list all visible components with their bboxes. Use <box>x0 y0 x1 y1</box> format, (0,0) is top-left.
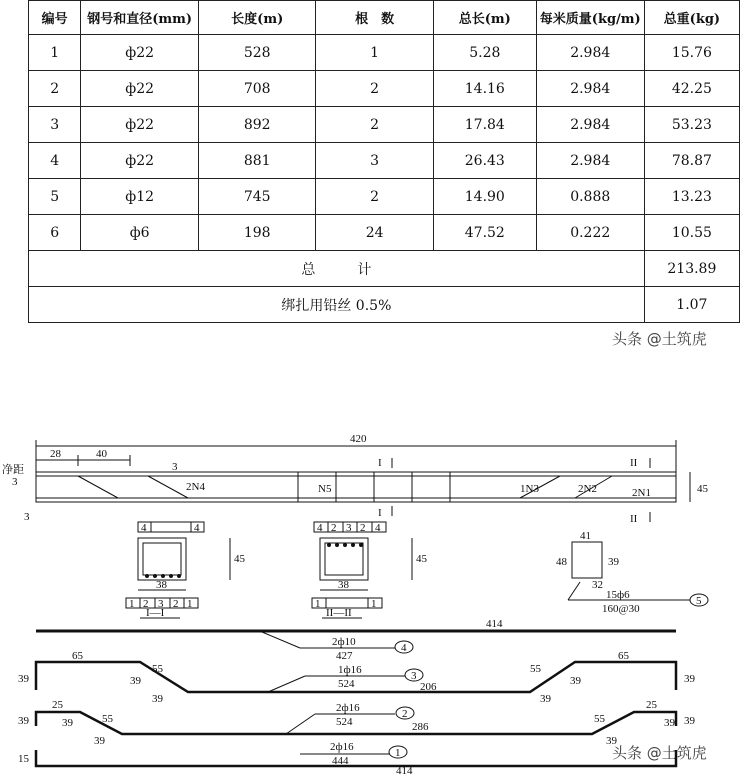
sec2-top-label: 2 <box>331 522 337 534</box>
table-cell: 15.76 <box>644 35 739 71</box>
table-cell: 881 <box>198 143 315 179</box>
header-cell: 每米质量(kg/m) <box>536 1 644 35</box>
bar2-spec: 2ф16 <box>336 702 360 714</box>
dim-45: 45 <box>697 483 708 495</box>
table-cell: 1 <box>29 35 81 71</box>
header-cell: 编号 <box>29 1 81 35</box>
sec1-bottom-label: 2 <box>143 598 149 610</box>
table-cell: ф22 <box>81 107 199 143</box>
bar3-dim-65: 65 <box>72 650 83 662</box>
section-mark-2: II <box>630 457 638 469</box>
table-cell: 10.55 <box>644 215 739 251</box>
bar2-mid: 286 <box>412 721 429 733</box>
sec2-width: 38 <box>338 579 349 591</box>
dim-3: 3 <box>24 511 30 523</box>
bar2-dim-39: 39 <box>62 717 73 729</box>
sec2-top-label: 2 <box>360 522 366 534</box>
table-cell: 3 <box>316 143 433 179</box>
bar-label-n1: 2N1 <box>632 487 651 499</box>
bar3-dim-39: 39 <box>18 673 29 685</box>
bar2-dim-39: 39 <box>664 717 675 729</box>
sec1-name: I—I <box>146 607 165 619</box>
bar1-no: 1 <box>395 747 401 759</box>
bar3-dim-39: 39 <box>570 675 581 687</box>
sec2-top-label: 4 <box>375 522 381 534</box>
bar3-dim-39: 39 <box>130 675 141 687</box>
table-cell: 5.28 <box>433 35 536 71</box>
table-cell: 3 <box>29 107 81 143</box>
header-cell: 钢号和直径(mm) <box>81 1 199 35</box>
sec2-bottom-label: 1 <box>371 598 377 610</box>
sec2-height: 45 <box>416 553 427 565</box>
bar4-no: 4 <box>401 642 407 654</box>
sec1-bottom-label: 3 <box>158 598 164 610</box>
stirrup-width: 41 <box>580 530 591 542</box>
bar-label-n3: 1N3 <box>520 483 539 495</box>
table-cell: ф22 <box>81 143 199 179</box>
table-cell: 708 <box>198 71 315 107</box>
bar4-spec: 2ф10 <box>332 636 356 648</box>
bar2-dim-25: 25 <box>52 699 63 711</box>
table-cell: 42.25 <box>644 71 739 107</box>
table-cell: 53.23 <box>644 107 739 143</box>
bar1-dim-15: 15 <box>18 753 29 765</box>
watermark: 头条 @土筑虎 <box>612 744 707 762</box>
bar3-mid: 206 <box>420 681 437 693</box>
table-cell: 2.984 <box>536 71 644 107</box>
bar2-bottom-39: 39 <box>94 735 105 747</box>
bar3-bottom-39: 39 <box>540 693 551 705</box>
section-mark-2: II <box>630 513 638 525</box>
sec2-name: II—II <box>326 607 352 619</box>
table-cell: ф22 <box>81 35 199 71</box>
table-cell: 528 <box>198 35 315 71</box>
bar2-bottom-39: 39 <box>606 735 617 747</box>
table-cell: 17.84 <box>433 107 536 143</box>
bar2-total: 524 <box>336 716 353 728</box>
bar-label-n4: 2N4 <box>186 481 205 493</box>
bar2-dim-39: 39 <box>18 715 29 727</box>
table-cell: 2 <box>316 107 433 143</box>
bar3-dim-39: 39 <box>684 673 695 685</box>
sec2-bottom-label: 1 <box>315 598 321 610</box>
bar4-length: 414 <box>486 618 503 630</box>
bar-label-n2: 2N2 <box>578 483 597 495</box>
stirrup-no: 5 <box>696 595 702 607</box>
bar3-dim-55: 55 <box>530 663 541 675</box>
table-cell: 0.888 <box>536 179 644 215</box>
table-cell: 13.23 <box>644 179 739 215</box>
sec1-width: 38 <box>156 579 167 591</box>
stirrup-spec: 15ф6 <box>606 589 630 601</box>
bar2-dim-25: 25 <box>646 699 657 711</box>
sec1-top-label: 4 <box>141 522 147 534</box>
stirrup-height-2: 39 <box>608 556 619 568</box>
bar3-bottom-39: 39 <box>152 693 163 705</box>
table-cell: 26.43 <box>433 143 536 179</box>
stirrup-height: 48 <box>556 556 567 568</box>
stirrup-spacing: 160@30 <box>602 603 640 615</box>
section-mark-1: I <box>378 457 382 469</box>
bar3-no: 3 <box>411 670 417 682</box>
sec1-bottom-label: 2 <box>173 598 179 610</box>
total-label: 总 计 <box>29 251 645 287</box>
sec2-top-label: 4 <box>317 522 323 534</box>
bar4-total: 427 <box>336 650 353 662</box>
bar1-length: 414 <box>396 765 413 776</box>
table-cell: 6 <box>29 215 81 251</box>
sec1-bottom-label: 1 <box>129 598 135 610</box>
bar2-no: 2 <box>402 708 408 720</box>
table-cell: 198 <box>198 215 315 251</box>
sec2-top-label: 3 <box>346 522 352 534</box>
table-cell: 5 <box>29 179 81 215</box>
dim-3: 3 <box>172 461 178 473</box>
header-cell: 总重(kg) <box>644 1 739 35</box>
dim-total: 420 <box>350 433 367 445</box>
table-cell: 2 <box>29 71 81 107</box>
table-cell: 2 <box>316 179 433 215</box>
wire-label: 绑扎用铅丝 0.5% <box>29 287 645 323</box>
header-cell: 根 数 <box>316 1 433 35</box>
table-cell: 24 <box>316 215 433 251</box>
table-cell: 2.984 <box>536 143 644 179</box>
table-cell: 2 <box>316 71 433 107</box>
wire-value: 1.07 <box>644 287 739 323</box>
table-cell: 745 <box>198 179 315 215</box>
table-cell: 1 <box>316 35 433 71</box>
table-cell: ф22 <box>81 71 199 107</box>
stirrup-bottom: 32 <box>592 579 603 591</box>
total-value: 213.89 <box>644 251 739 287</box>
table-cell: 78.87 <box>644 143 739 179</box>
bar3-spec: 1ф16 <box>338 664 362 676</box>
sec1-bottom-label: 1 <box>187 598 193 610</box>
table-cell: 2.984 <box>536 35 644 71</box>
bar3-dim-65: 65 <box>618 650 629 662</box>
bar3-total: 524 <box>338 678 355 690</box>
bar2-dim-55: 55 <box>594 713 605 725</box>
sec1-height: 45 <box>234 553 245 565</box>
table-cell: 47.52 <box>433 215 536 251</box>
bar2-dim-55: 55 <box>102 713 113 725</box>
bar1-spec: 2ф16 <box>330 741 354 753</box>
dim-jingju-3: 3 <box>12 476 18 488</box>
table-cell: 2.984 <box>536 107 644 143</box>
sec1-top-label: 4 <box>194 522 200 534</box>
bar1-total: 444 <box>332 755 349 767</box>
bar-label-n5: N5 <box>318 483 332 495</box>
dim-jingju: 净距 <box>2 464 24 476</box>
dim-40: 40 <box>96 448 107 460</box>
section-mark-1: I <box>378 507 382 519</box>
watermark: 头条 @土筑虎 <box>612 330 707 348</box>
dim-28: 28 <box>50 448 61 460</box>
table-cell: 4 <box>29 143 81 179</box>
bar2-dim-39: 39 <box>684 715 695 727</box>
bar3-dim-55: 55 <box>152 663 163 675</box>
table-cell: ф12 <box>81 179 199 215</box>
table-cell: 0.222 <box>536 215 644 251</box>
table-cell: ф6 <box>81 215 199 251</box>
table-cell: 14.16 <box>433 71 536 107</box>
table-cell: 14.90 <box>433 179 536 215</box>
header-cell: 长度(m) <box>198 1 315 35</box>
header-cell: 总长(m) <box>433 1 536 35</box>
table-cell: 892 <box>198 107 315 143</box>
